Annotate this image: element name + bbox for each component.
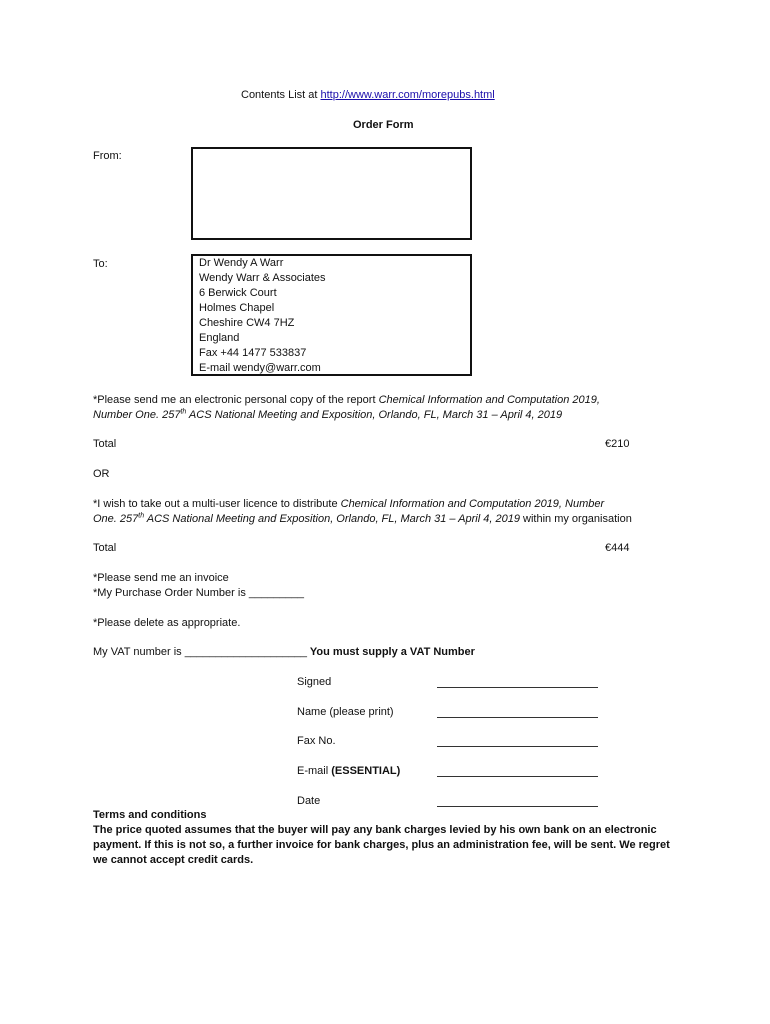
email-label <box>297 764 400 779</box>
from-label: From: <box>93 150 122 162</box>
option1-title-b: Number One. 257 <box>93 409 181 421</box>
option2-title-a: Chemical Information and Computation 2019, Number <box>340 498 605 510</box>
option1-lead: *Please send me an electronic personal copy of the report <box>93 394 379 406</box>
to-address-line: Cheshire CW4 7HZ <box>199 317 295 329</box>
option2-sup: th <box>138 512 145 520</box>
option1-sup: th <box>180 408 187 416</box>
option2-lead: *I wish to take out a multi-user licence to distribute <box>93 498 341 510</box>
purchase-order-line[interactable]: *My Purchase Order Number is _________ <box>93 587 304 599</box>
morepubs-link[interactable]: http://www.warr.com/morepubs.html <box>320 89 495 101</box>
name-line[interactable] <box>437 716 598 718</box>
to-address-line: Fax +44 1477 533837 <box>199 347 307 359</box>
option2-title-c: ACS National Meeting and Exposition, Orlando, FL, March 31 – April 4, 2019 <box>144 513 520 525</box>
email-line[interactable] <box>437 775 598 777</box>
fax-label: Fax No. <box>297 735 336 747</box>
fax-line[interactable] <box>437 745 598 747</box>
to-address-line: 6 Berwick Court <box>199 287 277 299</box>
or-label: OR <box>93 468 110 480</box>
option2-total-value: €444 <box>605 542 630 554</box>
name-label: Name (please print) <box>297 706 394 718</box>
option2-text <box>93 497 683 527</box>
option1-title-a: Chemical Information and Computation 2019, <box>378 394 600 406</box>
contents-line <box>241 88 495 103</box>
option2-total-label: Total <box>93 542 117 554</box>
page-title: Order Form <box>353 119 414 131</box>
option2-title-b: One. 257 <box>93 513 139 525</box>
date-label: Date <box>297 795 321 807</box>
vat-note: You must supply a VAT Number <box>307 646 475 658</box>
email-essential: (ESSENTIAL) <box>331 765 401 777</box>
option1-title-c: ACS National Meeting and Exposition, Orlando, FL, March 31 – April 4, 2019 <box>186 409 563 421</box>
option2-tail: within my organisation <box>519 513 632 525</box>
to-address-line: Dr Wendy A Warr <box>199 257 284 269</box>
vat-label[interactable]: My VAT number is ____________________ <box>93 646 308 658</box>
signed-label: Signed <box>297 676 332 688</box>
delete-note: *Please delete as appropriate. <box>93 617 241 629</box>
vat-line <box>93 645 475 660</box>
terms-title: Terms and conditions <box>93 809 207 821</box>
option1-total-label: Total <box>93 438 117 450</box>
email-label-prefix: E-mail <box>297 765 332 777</box>
to-address-line: England <box>199 332 240 344</box>
option1-text <box>93 393 683 423</box>
to-address-line: Holmes Chapel <box>199 302 275 314</box>
terms-section <box>93 808 683 868</box>
invoice-request: *Please send me an invoice <box>93 572 229 584</box>
to-address-email: E-mail wendy@warr.com <box>199 362 321 374</box>
to-label: To: <box>93 258 108 270</box>
contents-prefix: Contents List at <box>241 89 321 101</box>
option1-total-value: €210 <box>605 438 630 450</box>
date-line[interactable] <box>437 805 598 807</box>
from-address-box[interactable] <box>191 147 472 240</box>
to-address-line: Wendy Warr & Associates <box>199 272 326 284</box>
to-address <box>199 256 326 376</box>
signed-line[interactable] <box>437 686 598 688</box>
terms-body: The price quoted assumes that the buyer will pay any bank charges levied by his own bank on an electronic payment. If this is not so, a further invoice for bank charges, plus an administration fee, will be sent. We regret we cannot accept credit cards. <box>93 824 670 866</box>
